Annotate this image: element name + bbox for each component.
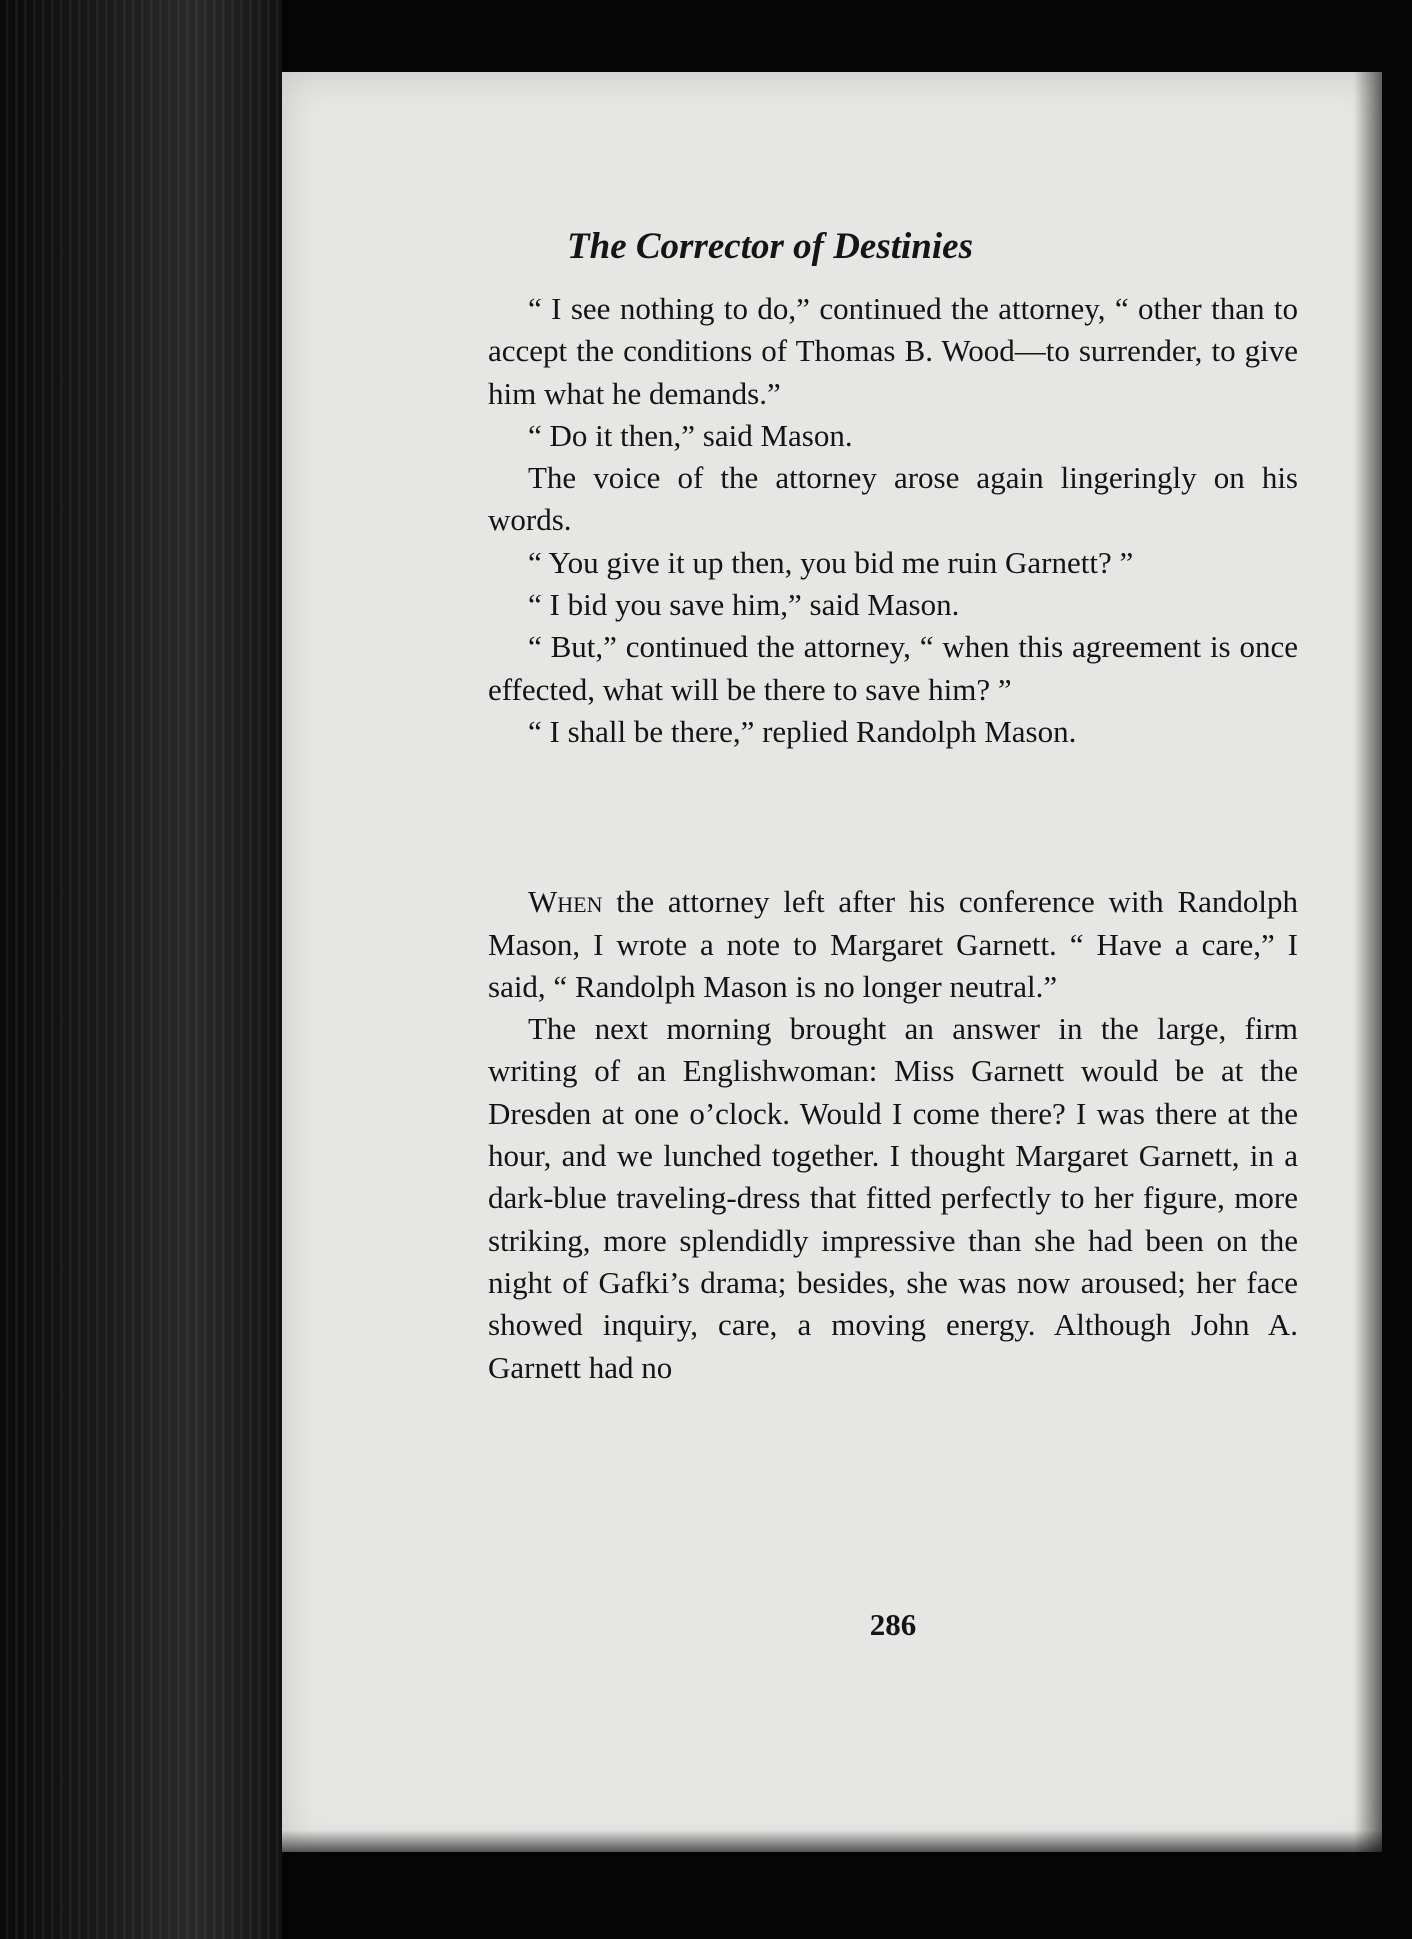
paragraph-dialogue-2: “ Do it then,” said Mason. [528, 417, 853, 453]
paragraph-dialogue-5: “ But,” continued the attorney, “ when this agreement is once effected, what will be there to save him? ” [488, 629, 1298, 707]
running-head: The Corrector of Destinies [567, 226, 973, 267]
section-break [488, 753, 1298, 881]
page-bottom-shadow [282, 1830, 1382, 1852]
opening-word: When [528, 884, 603, 920]
paragraph-dialogue-6: “ I shall be there,” replied Randolph Mason. [528, 713, 1077, 749]
paragraph-section-opening [488, 881, 1298, 1008]
paragraph-dialogue-1: “ I see nothing to do,” continued the attorney, “ other than to accept the conditions of Thomas B. Wood—to surrender, to give him what he demands.” [488, 291, 1298, 411]
page-number: 286 [869, 1607, 917, 1642]
body-text [488, 288, 1298, 1389]
page-right-shadow [1354, 72, 1382, 1852]
paragraph-dialogue-3: “ You give it up then, you bid me ruin Garnett? ” [528, 544, 1134, 580]
paragraph-narration-1: The voice of the attorney arose again lingeringly on his words. [488, 460, 1298, 538]
paragraph-narration-2: The next morning brought an answer in the large, firm writing of an Englishwoman: Miss Garnett would be at the Dresden at one o’clock. Would I come there? I was there at the hour, and we lunched together. I thought Margaret Garnett, in a dark-blue traveling-dress that fitted perfectly to her figure, more striking, more splendidly impressive than she had been on the night of Gafki’s drama; besides, she was now aroused; her face showed inquiry, care, a moving energy. Although John A. Garnett had no [488, 1011, 1298, 1385]
paragraph-dialogue-4: “ I bid you save him,” said Mason. [528, 587, 960, 623]
opening-rest: the attorney left after his conference with Randolph Mason, I wrote a note to Margaret Garnett. “ Have a care,” I said, “ Randolph Mason is no longer neutral.” [488, 884, 1298, 1004]
page-edge-background [0, 0, 282, 1939]
